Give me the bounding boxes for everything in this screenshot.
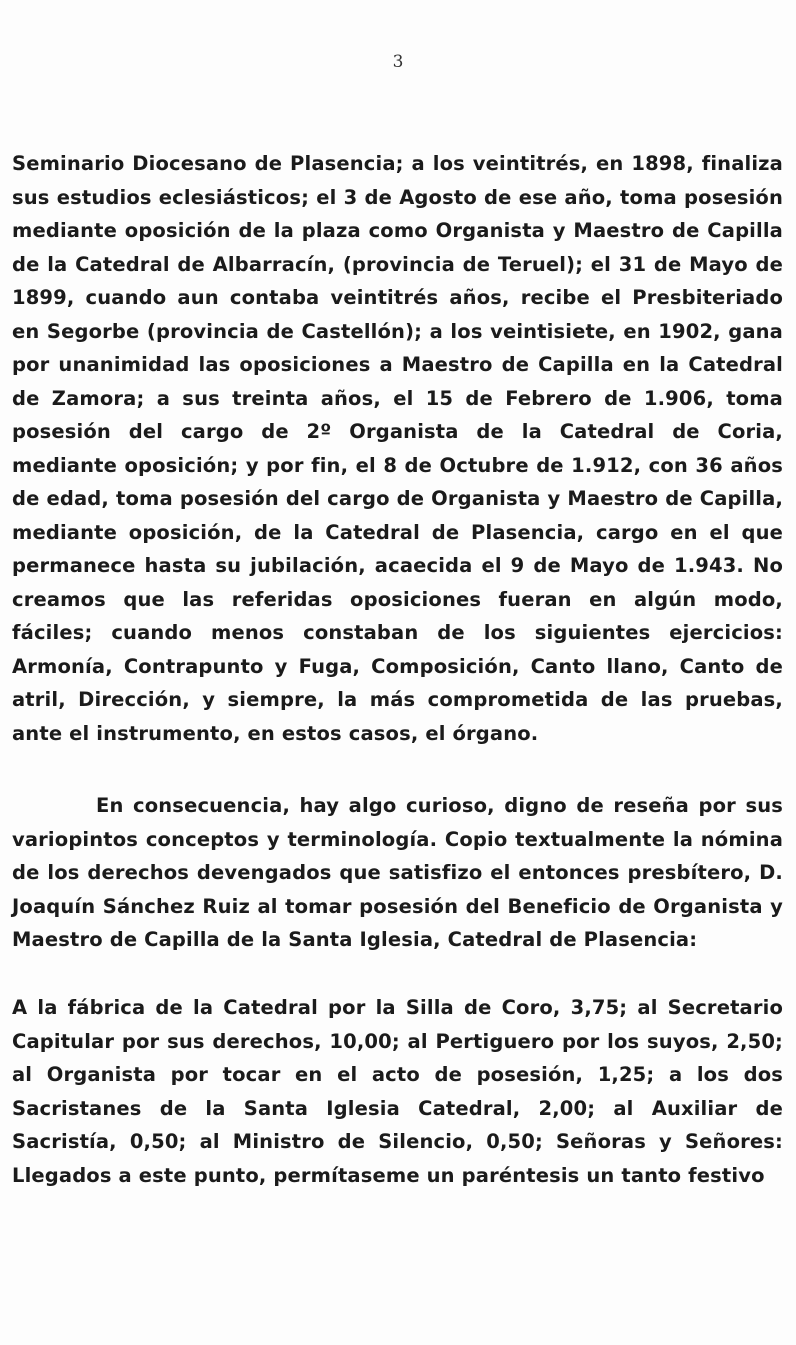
paragraph-consecuencia: En consecuencia, hay algo curioso, digno de reseña por sus variopintos conceptos y terminología. Copio textualmente la nómina de los derechos devengados que satisfizo el entonces presbítero, D. Joaquín Sánchez Ruiz al tomar posesión del Beneficio de Organista y Maestro de Capilla de la Santa Iglesia, Catedral de Plasencia: (12, 794, 783, 951)
paragraph-biography: Seminario Diocesano de Plasencia; a los veintitrés, en 1898, finaliza sus estudios eclesiásticos; el 3 de Agosto de ese año, toma posesión mediante oposición de la plaza como Organista y Maestro de Capilla de la Catedral de Albarracín, (provincia de Teruel); el 31 de Mayo de 1899, cuando aun contaba veintitrés años, recibe el Presbiteriado en Segorbe (provincia de Castellón); a los veintisiete, en 1902, gana por unanimidad las oposiciones a Maestro de Capilla en la Catedral de Zamora; a sus treinta años, el 15 de Febrero de 1.906, toma posesión del cargo de 2º Organista de la Catedral de Coria, mediante oposición; y por fin, el 8 de Octubre de 1.912, con 36 años de edad, toma posesión del cargo de Organista y Maestro de Capilla, mediante oposición, de la Catedral de Plasencia, cargo en el que permanece hasta su jubilación, acaecida el 9 de Mayo de 1.943. No creamos que las referidas oposiciones fueran en algún modo, fáciles; cuando menos constaban de los siguientes ejercicios: Armonía, Contrapunto y Fuga, Composición, Canto llano, Canto de atril, Dirección, y siempre, la más comprometida de las pruebas, ante el instrumento, en estos casos, el órgano. (12, 152, 783, 745)
page-number: 3 (392, 52, 404, 72)
paragraph-derechos: A la fábrica de la Catedral por la Silla de Coro, 3,75; al Secretario Capitular por sus derechos, 10,00; al Pertiguero por los suyos, 2,50; al Organista por tocar en el acto de posesión, 1,25; a los dos Sacristanes de la Santa Iglesia Catedral, 2,00; al Auxiliar de Sacristía, 0,50; al Ministro de Silencio, 0,50; Señoras y Señores: Llegados a este punto, permítaseme un paréntesis un tanto festivo (12, 996, 783, 1187)
